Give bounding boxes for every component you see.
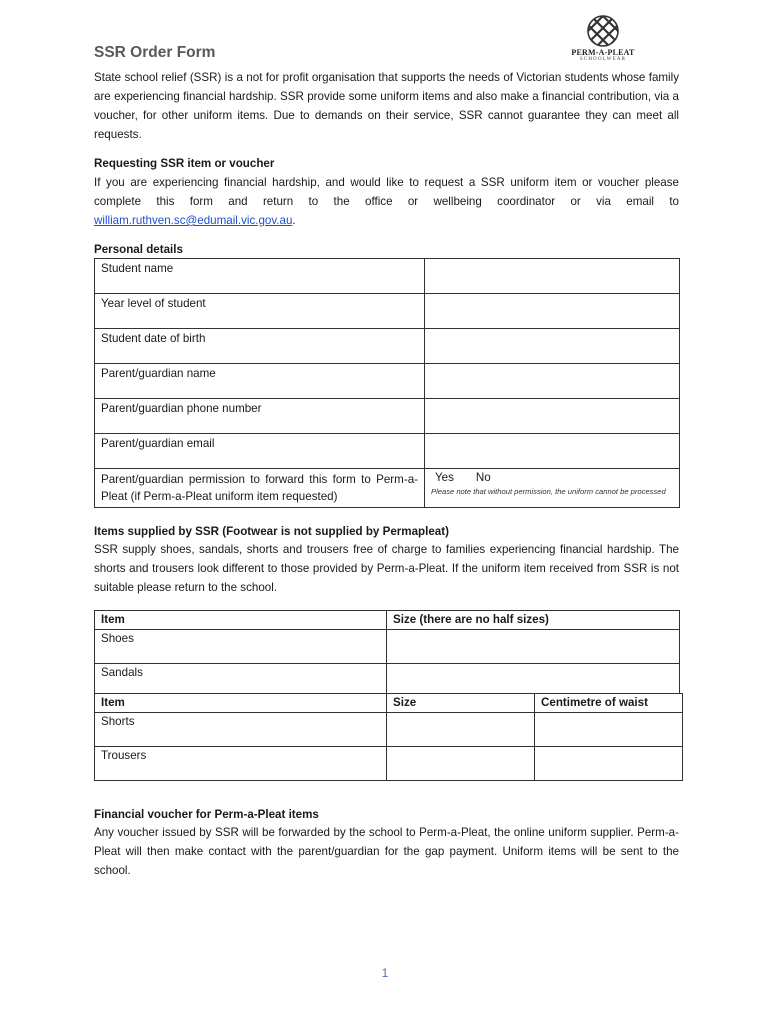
row-label: Year level of student xyxy=(95,294,425,329)
row-label: Student date of birth xyxy=(95,329,425,364)
requesting-paragraph xyxy=(94,173,679,230)
permission-yes-option[interactable]: Yes xyxy=(435,471,454,484)
footwear-table xyxy=(94,610,680,698)
voucher-heading: Financial voucher for Perm-a-Pleat items xyxy=(94,808,319,821)
logo-name: PERM-A-PLEAT xyxy=(571,48,635,57)
table-header-row xyxy=(95,694,683,713)
voucher-paragraph: Any voucher issued by SSR will be forwarded by the school to Perm-a-Pleat, the online uniform supplier. Perm-a-Pleat will then make contact with the parent/guardian for the gap payment. Uniform items will be sent to the school. xyxy=(94,826,679,877)
personal-details-table xyxy=(94,258,680,508)
table-row xyxy=(95,399,680,434)
column-header-item: Item xyxy=(95,611,387,630)
table-row xyxy=(95,329,680,364)
page-number: 1 xyxy=(381,966,389,980)
guardian-email-field[interactable] xyxy=(425,434,680,469)
table-row xyxy=(95,630,680,664)
student-name-field[interactable] xyxy=(425,259,680,294)
table-header-row xyxy=(95,611,680,630)
permission-options xyxy=(431,471,673,484)
column-header-item: Item xyxy=(95,694,387,713)
requesting-end: . xyxy=(292,214,296,227)
shorts-waist-field[interactable] xyxy=(535,713,683,747)
row-label: Parent/guardian phone number xyxy=(95,399,425,434)
column-header-size: Size xyxy=(387,694,535,713)
form-title: SSR Order Form xyxy=(94,44,216,61)
item-name: Shorts xyxy=(95,713,387,747)
permission-note: Please note that without permission, the uniform cannot be processed xyxy=(431,487,666,496)
table-row xyxy=(95,259,680,294)
column-header-size: Size (there are no half sizes) xyxy=(387,611,680,630)
table-row xyxy=(95,364,680,399)
items-heading: Items supplied by SSR (Footwear is not supplied by Permapleat) xyxy=(94,525,449,538)
clothing-table xyxy=(94,693,683,781)
table-row xyxy=(95,434,680,469)
row-label: Parent/guardian name xyxy=(95,364,425,399)
permission-label: Parent/guardian permission to forward this form to Perm-a-Pleat (if Perm-a-Pleat uniform item requested) xyxy=(95,469,425,508)
shoes-size-field[interactable] xyxy=(387,630,680,664)
permission-cell xyxy=(425,469,680,508)
item-name: Trousers xyxy=(95,747,387,781)
permission-no-option[interactable]: No xyxy=(475,471,491,484)
perm-a-pleat-logo xyxy=(566,14,640,66)
table-row xyxy=(95,747,683,781)
table-row xyxy=(95,294,680,329)
item-name: Sandals xyxy=(95,664,387,698)
year-level-field[interactable] xyxy=(425,294,680,329)
table-row xyxy=(95,469,680,508)
trousers-size-field[interactable] xyxy=(387,747,535,781)
trousers-waist-field[interactable] xyxy=(535,747,683,781)
shorts-size-field[interactable] xyxy=(387,713,535,747)
guardian-phone-field[interactable] xyxy=(425,399,680,434)
item-name: Shoes xyxy=(95,630,387,664)
date-of-birth-field[interactable] xyxy=(425,329,680,364)
email-link[interactable]: william.ruthven.sc@edumail.vic.gov.au xyxy=(94,214,293,227)
logo-subtitle: SCHOOLWEAR xyxy=(579,57,627,62)
personal-details-heading: Personal details xyxy=(94,243,183,256)
row-label: Student name xyxy=(95,259,425,294)
row-label: Parent/guardian email xyxy=(95,434,425,469)
items-paragraph: SSR supply shoes, sandals, shorts and trousers free of charge to families experiencing financial hardship. The shorts and trousers look different to those provided by Perm-a-Pleat. If the uniform item received from SSR is not suitable please return to the school. xyxy=(94,543,679,594)
requesting-heading: Requesting SSR item or voucher xyxy=(94,157,275,170)
table-row xyxy=(95,713,683,747)
requesting-text: If you are experiencing financial hardship, and would like to request a SSR uniform item or voucher please complete this form and return to the office or wellbeing coordinator or via email to xyxy=(94,176,679,208)
intro-paragraph: State school relief (SSR) is a not for profit organisation that supports the needs of Victorian students whose family are experiencing financial hardship. SSR provide some uniform items and also make a financial contribution, via a voucher, for other uniform items. Due to demands on their service, SSR cannot guarantee they can meet all requests. xyxy=(94,71,679,141)
column-header-waist: Centimetre of waist xyxy=(535,694,683,713)
guardian-name-field[interactable] xyxy=(425,364,680,399)
globe-logo-icon xyxy=(585,14,621,48)
